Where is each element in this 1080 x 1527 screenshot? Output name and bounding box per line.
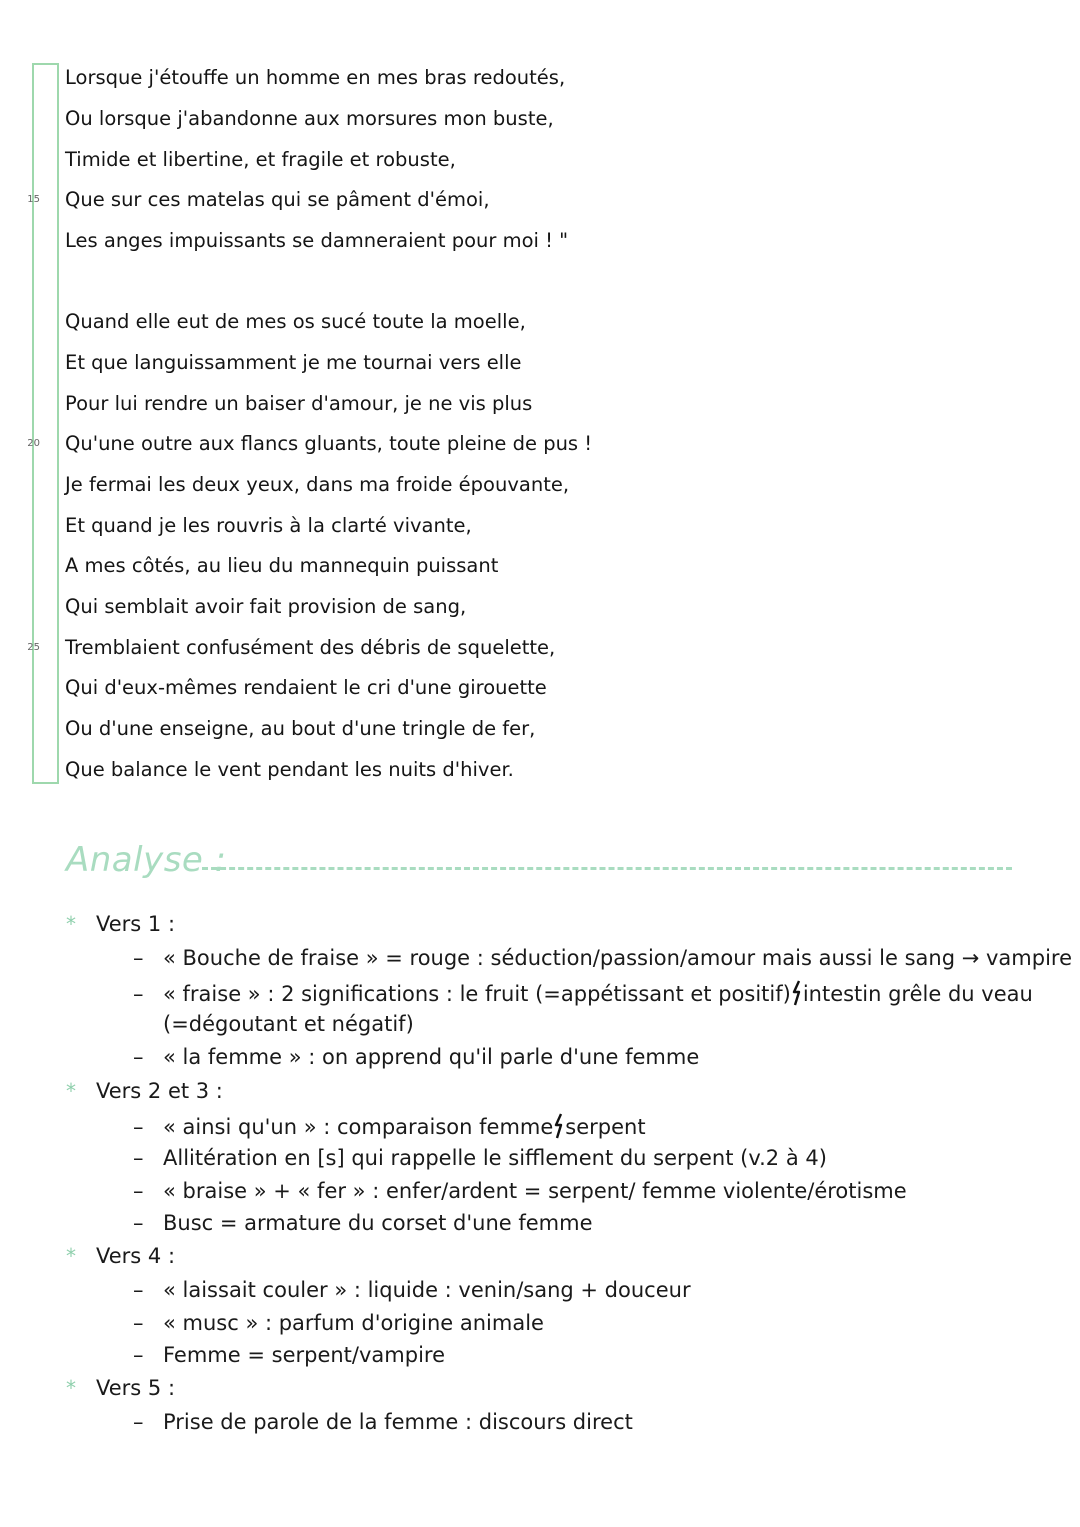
poem-line: Qui d'eux-mêmes rendaient le cri d'une girouette: [65, 676, 547, 699]
contrast-lightning-icon: [554, 1113, 564, 1139]
contrast-lightning-icon: [792, 980, 802, 1006]
section-heading-vers-2-3: * Vers 2 et 3 :: [66, 1079, 223, 1103]
list-item: – « musc » : parfum d'origine animale: [133, 1311, 544, 1335]
star-bullet-icon: *: [66, 1376, 76, 1400]
line-number-20: 20: [27, 438, 40, 449]
poem-line: Et que languissamment je me tournai vers elle: [65, 351, 522, 374]
star-bullet-icon: *: [66, 1079, 76, 1103]
line-number-25: 25: [27, 642, 40, 653]
poem-line: Ou d'une enseigne, au bout d'une tringle de fer,: [65, 717, 536, 740]
section-heading-vers-5: * Vers 5 :: [66, 1376, 176, 1400]
poem-line: A mes côtés, au lieu du mannequin puissant: [65, 554, 499, 577]
poem-line: Quand elle eut de mes os sucé toute la moelle,: [65, 310, 526, 333]
list-item-continuation: (=dégoutant et négatif): [163, 1012, 414, 1036]
poem-margin-bar: [32, 63, 59, 784]
poem-line: Qu'une outre aux flancs gluants, toute pleine de pus !: [65, 432, 593, 455]
dash-bullet-icon: –: [133, 1343, 144, 1367]
poem-line: Que sur ces matelas qui se pâment d'émoi,: [65, 188, 490, 211]
list-item: – « braise » + « fer » : enfer/ardent = serpent/ femme violente/érotisme: [133, 1179, 907, 1203]
analyse-dashed-rule: [202, 867, 1012, 870]
section-heading-vers-1: * Vers 1 :: [66, 912, 176, 936]
dash-bullet-icon: –: [133, 1179, 144, 1203]
list-item: – Prise de parole de la femme : discours direct: [133, 1410, 633, 1434]
star-bullet-icon: *: [66, 912, 76, 936]
poem-line: Pour lui rendre un baiser d'amour, je ne vis plus: [65, 392, 533, 415]
dash-bullet-icon: –: [133, 946, 144, 970]
poem-line: Tremblaient confusément des débris de squelette,: [65, 636, 556, 659]
list-item: – « la femme » : on apprend qu'il parle d'une femme: [133, 1045, 700, 1069]
poem-line: Ou lorsque j'abandonne aux morsures mon buste,: [65, 107, 554, 130]
line-number-15: 15: [27, 194, 40, 205]
list-item: – « Bouche de fraise » = rouge : séduction/passion/amour mais aussi le sang → vampire: [133, 946, 1072, 970]
dash-bullet-icon: –: [133, 1146, 144, 1170]
poem-line: Timide et libertine, et fragile et robuste,: [65, 148, 456, 171]
dash-bullet-icon: –: [133, 982, 144, 1006]
list-item: – Femme = serpent/vampire: [133, 1343, 446, 1367]
dash-bullet-icon: –: [133, 1311, 144, 1335]
section-heading-vers-4: * Vers 4 :: [66, 1244, 176, 1268]
dash-bullet-icon: –: [133, 1115, 144, 1139]
list-item: – « ainsi qu'un » : comparaison femme serpent: [133, 1115, 646, 1139]
dash-bullet-icon: –: [133, 1410, 144, 1434]
poem-line: Les anges impuissants se damneraient pour moi ! ": [65, 229, 569, 252]
poem-line: Et quand je les rouvris à la clarté vivante,: [65, 514, 472, 537]
list-item: – Busc = armature du corset d'une femme: [133, 1211, 593, 1235]
dash-bullet-icon: –: [133, 1211, 144, 1235]
analyse-heading: Analyse :: [66, 840, 227, 880]
list-item: – « laissait couler » : liquide : venin/sang + douceur: [133, 1278, 691, 1302]
star-bullet-icon: *: [66, 1244, 76, 1268]
list-item: – « fraise » : 2 significations : le fruit (=appétissant et positif) intestin grêle du veau: [133, 982, 1033, 1006]
dash-bullet-icon: –: [133, 1278, 144, 1302]
poem-line: Je fermai les deux yeux, dans ma froide épouvante,: [65, 473, 570, 496]
list-item: – Allitération en [s] qui rappelle le sifflement du serpent (v.2 à 4): [133, 1146, 827, 1170]
poem-line: Qui semblait avoir fait provision de sang,: [65, 595, 467, 618]
poem-line: Lorsque j'étouffe un homme en mes bras redoutés,: [65, 66, 566, 89]
poem-line: Que balance le vent pendant les nuits d'hiver.: [65, 758, 514, 781]
dash-bullet-icon: –: [133, 1045, 144, 1069]
